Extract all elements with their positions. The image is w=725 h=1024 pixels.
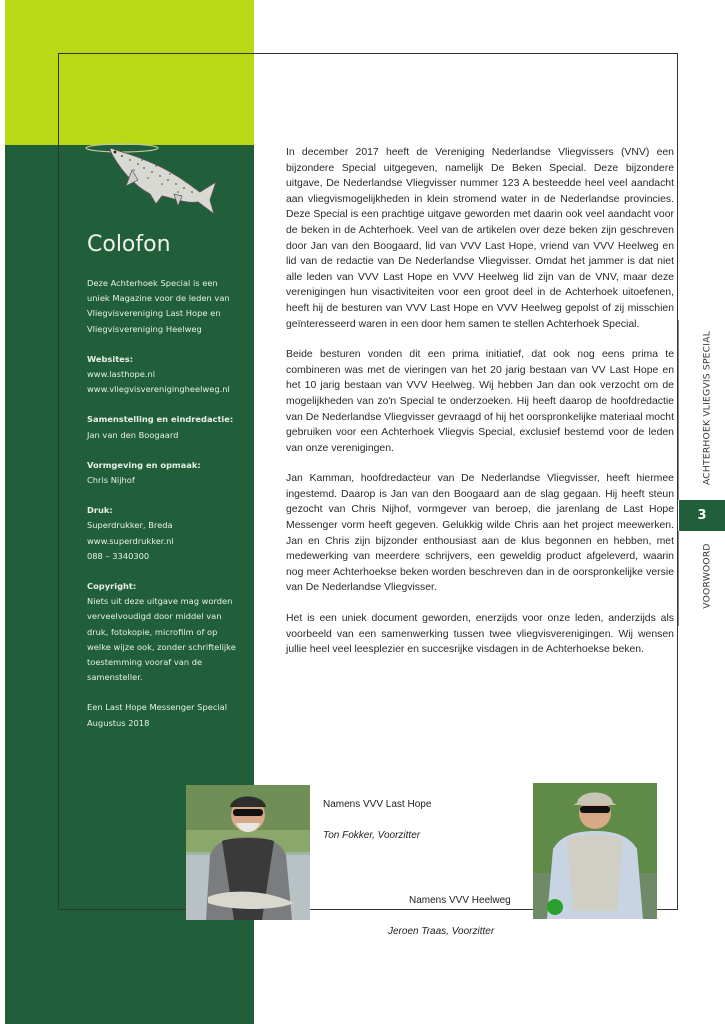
colofon-title: Colofon — [87, 232, 171, 257]
footer-line: Een Last Hope Messenger Special — [87, 702, 228, 713]
design-label: Vormgeving en opmaak: — [87, 459, 201, 470]
copyright-line: toestemming vooraf van de — [87, 657, 203, 668]
website-link[interactable]: www.lasthope.nl — [87, 369, 156, 380]
copyright-line: Niets uit deze uitgave mag worden — [87, 596, 233, 607]
copyright-line: welke wijze ook, zonder schriftelijke — [87, 641, 236, 652]
printer-phone: 088 – 3340300 — [87, 550, 150, 561]
editor-name: Jan van den Boogaard — [87, 429, 179, 440]
print-label: Druk: — [87, 505, 113, 516]
paragraph: In december 2017 heeft de Vereniging Nederlandse Vliegvissers (VNV) een bijzondere Special uitgegeven, namelijk De Beken Special. Deze bijzondere uitgave, De Nederlandse Vliegvisser nummer 123 A besteedde heel veel aandacht aan vliegvismogelijkheden in klein stromend water in de Nederlandse provincies. Deze Special is een prachtige uitgave geworden met daarin ook veel aandacht voor de beken in de Achterhoek. Veel van de artikelen over deze beken zijn geschreven door Jan van den Boogaard, lid van VVV Last Hope, vriend van VVV Heelweg en lid van de redactie van De Nederlandse Vliegvisser. Omdat het jammer is dat niet alle leden van VVV Last Hope en VVV Heelweg lid zijn van de VNV, maar deze verenigingen hun visactiviteiten voor een groot deel in de Achterhoek uitoefenen, heeft hij de besturen van VVV Last Hope en VVV Heelweg gepolst of zij misschien geïnteresseerd waren in een door hem samen te stellen Achterhoek Special. — [286, 147, 674, 330]
trout-illustration-icon — [82, 138, 222, 216]
copyright-line: verveelvoudigd door middel van — [87, 611, 222, 622]
websites-section — [87, 352, 252, 398]
colofon-sidebar — [87, 232, 252, 746]
page-number-badge — [679, 500, 725, 531]
tab-divider — [678, 531, 679, 626]
copyright-line: samensteller. — [87, 672, 143, 683]
websites-label: Websites: — [87, 353, 134, 364]
foreword-body — [286, 145, 674, 673]
paragraph: Beide besturen vonden dit een prima initiatief, dat ook nog eens prima te combineren was met de vieringen van het 20 jarig bestaan van VV Last Hope en het 10 jarig bestaan van VVV Heelweg. Wij hebben Jan dan ook verzocht om de mogelijkheden van zo'n Special te onderzoeken. Hij heeft daarop de hoofdredactie van De Nederlandse Vliegvisser gevraagd of hij het oorspronkelijke materiaal mocht gebruiken voor een Achterhoek Vliegvis Special, exclusief bestemd voor de leden van onze verenigingen. — [286, 349, 674, 454]
magazine-title-tab — [693, 330, 721, 486]
designer-name: Chris Nijhof — [87, 475, 135, 486]
page-number: 3 — [697, 508, 707, 523]
editor-section — [87, 412, 252, 442]
magazine-title: ACHTERHOEK VLIEGVIS SPECIAL — [701, 330, 713, 486]
intro-line: uniek Magazine voor de leden van — [87, 293, 230, 304]
paragraph: Het is een uniek document geworden, enerzijds voor onze leden, anderzijds als voorbeeld van een samenwerking tussen twee vliegvisverenigingen. Wij wensen jullie heel veel leesplezier en succesrijke visdagen in de Achterhoekse beken. — [286, 613, 674, 656]
printer-website[interactable]: www.superdrukker.nl — [87, 535, 174, 546]
editor-label: Samenstelling en eindredactie: — [87, 414, 234, 425]
paragraph: Jan Kamman, hoofdredacteur van De Nederlandse Vliegvisser, heeft hiermee ingestemd. Daarop is Jan van den Boogaard aan de slag gegaan. Hij heeft steun gezocht van Chris Nijhof, vormgever van beroep, die jarenlang de Last Hope Messenger vorm heeft gegeven. Gelukkig wilde Chris aan het project meewerken. Jan en Chris zijn bijzonder enthousiast aan de klus begonnen en hebben, met medewerking van meerdere schrijvers, een geweldig product afgeleverd, waarin nog meer Achterhoekse beken worden beschreven dan in de oorspronkelijke versie van De Nederlandse Vliegvisser. — [286, 473, 674, 594]
website-link[interactable]: www.vliegvisverenigingheelweg.nl — [87, 384, 230, 395]
photo-jeroen-traas — [533, 783, 657, 919]
colofon-intro — [87, 276, 252, 337]
signature-name-ton-fokker: Ton Fokker, Voorzitter — [323, 830, 421, 841]
print-section — [87, 503, 252, 564]
section-tab — [693, 536, 721, 616]
section-name: VOORWOORD — [701, 543, 713, 609]
tab-divider — [678, 320, 679, 500]
printer-name: Superdrukker, Breda — [87, 520, 173, 531]
signature-name-jeroen-traas: Jeroen Traas, Voorzitter — [388, 926, 495, 937]
photo-ton-fokker — [186, 785, 310, 920]
copyright-line: druk, fotokopie, microfilm of op — [87, 626, 218, 637]
intro-line: Vliegvisvereniging Last Hope en — [87, 308, 221, 319]
copyright-section — [87, 579, 252, 685]
footer-line: Augustus 2018 — [87, 717, 150, 728]
signature-org-last-hope: Namens VVV Last Hope — [323, 799, 432, 810]
colofon-footer — [87, 700, 252, 730]
signature-org-heelweg: Namens VVV Heelweg — [409, 895, 511, 906]
intro-line: Deze Achterhoek Special is een — [87, 278, 218, 288]
design-section — [87, 458, 252, 488]
copyright-label: Copyright: — [87, 581, 137, 592]
intro-line: Vliegvisvereniging Heelweg — [87, 323, 202, 334]
